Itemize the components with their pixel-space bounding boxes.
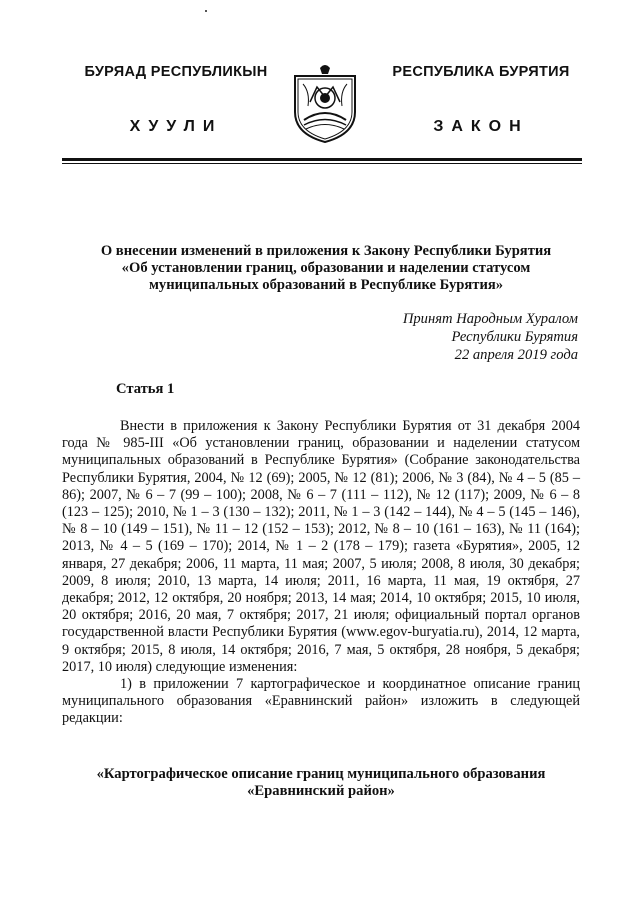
- adoption-date: 22 апреля 2019 года: [454, 347, 578, 363]
- scan-speck: [205, 10, 207, 12]
- article-paragraph-2: 1) в приложении 7 картографическое и координатное описание границ муниципального образования «Еравнинский район» изложить в следующей редакции:: [62, 676, 580, 727]
- article-paragraph-1: Внести в приложения к Закону Республики Бурятия от 31 декабря 2004 года № 985-III «Об установлении границ, образовании и наделении статусом муниципальных образований в Республике Бурятия» (Собрание законодательства Республики Бурятия, 2004, № 12 (69); 2005, № 12 (81); 2006, № 3 (84), № 4 – 5 (85 – 86); 2007, № 6 – 7 (99 – 100); 2008, № 6 – 7 (111 – 112), № 12 (117); 2009, № 6 – 8 (123 – 125); 2010, № 1 – 3 (130 – 132); 2011, № 1 – 3 (142 – 144), № 4 – 5 (145 – 146), № 8 – 10 (149 – 151), № 11 – 12 (152 – 153); 2012, № 8 – 10 (161 – 163), № 11 (164); 2013, № 4 – 5 (169 – 170); 2014, № 1 – 2 (178 – 179); газета «Бурятия», 2005, 12 января, 27 декабря; 2006, 11 марта, 11 мая; 2007, 5 июля; 2008, 8 июля, 30 декабря; 2009, 8 июля; 2010, 13 марта, 14 июля; 2011, 16 марта, 11 мая, 19 октября, 27 декабря; 2012, 12 октября, 20 ноября; 2013, 14 мая; 2014, 10 октября; 2015, 10 июля, 20 октября; 2016, 20 мая, 7 октября; 2017, 21 июля; официальный портал органов государственной власти Республики Бурятия (www.egov-buryatia.ru), 2014, 12 марта, 9 октября; 2015, 8 июля, 14 октября; 2016, 7 мая, 5 октября, 28 ноября, 5 декабря; 2017, 10 июля) следующие изменения:: [62, 418, 580, 675]
- header-right-line2: ЗАКОН: [433, 118, 529, 135]
- adoption-note: [360, 310, 578, 364]
- header-rule-thin: [62, 163, 582, 164]
- section-heading-line1: «Картографическое описание границ муниципального образования: [96, 766, 546, 782]
- header-left-line1: БУРЯАД РЕСПУБЛИКЫН: [84, 64, 268, 80]
- law-title: [86, 243, 566, 294]
- article-heading: Статья 1: [116, 381, 175, 397]
- coat-of-arms-icon: [290, 62, 360, 144]
- law-title-line2: «Об установлении границ, образовании и наделении статусом: [121, 260, 531, 276]
- article-body: [62, 418, 580, 728]
- header-left-line2: ХУУЛИ: [129, 118, 223, 135]
- header-right: [372, 64, 590, 136]
- adoption-line1: Принят Народным Хуралом: [402, 311, 578, 327]
- header-right-line1: РЕСПУБЛИКА БУРЯТИЯ: [392, 64, 570, 80]
- adoption-line2: Республики Бурятия: [451, 329, 578, 345]
- section-heading-line2: «Еравнинский район»: [247, 783, 395, 799]
- law-title-line3: муниципальных образований в Республике Бурятия»: [148, 277, 504, 293]
- header-left: [76, 64, 276, 136]
- header-rule-thick: [62, 158, 582, 161]
- section-heading: [62, 766, 580, 800]
- law-title-line1: О внесении изменений в приложения к Закону Республики Бурятия: [100, 243, 552, 259]
